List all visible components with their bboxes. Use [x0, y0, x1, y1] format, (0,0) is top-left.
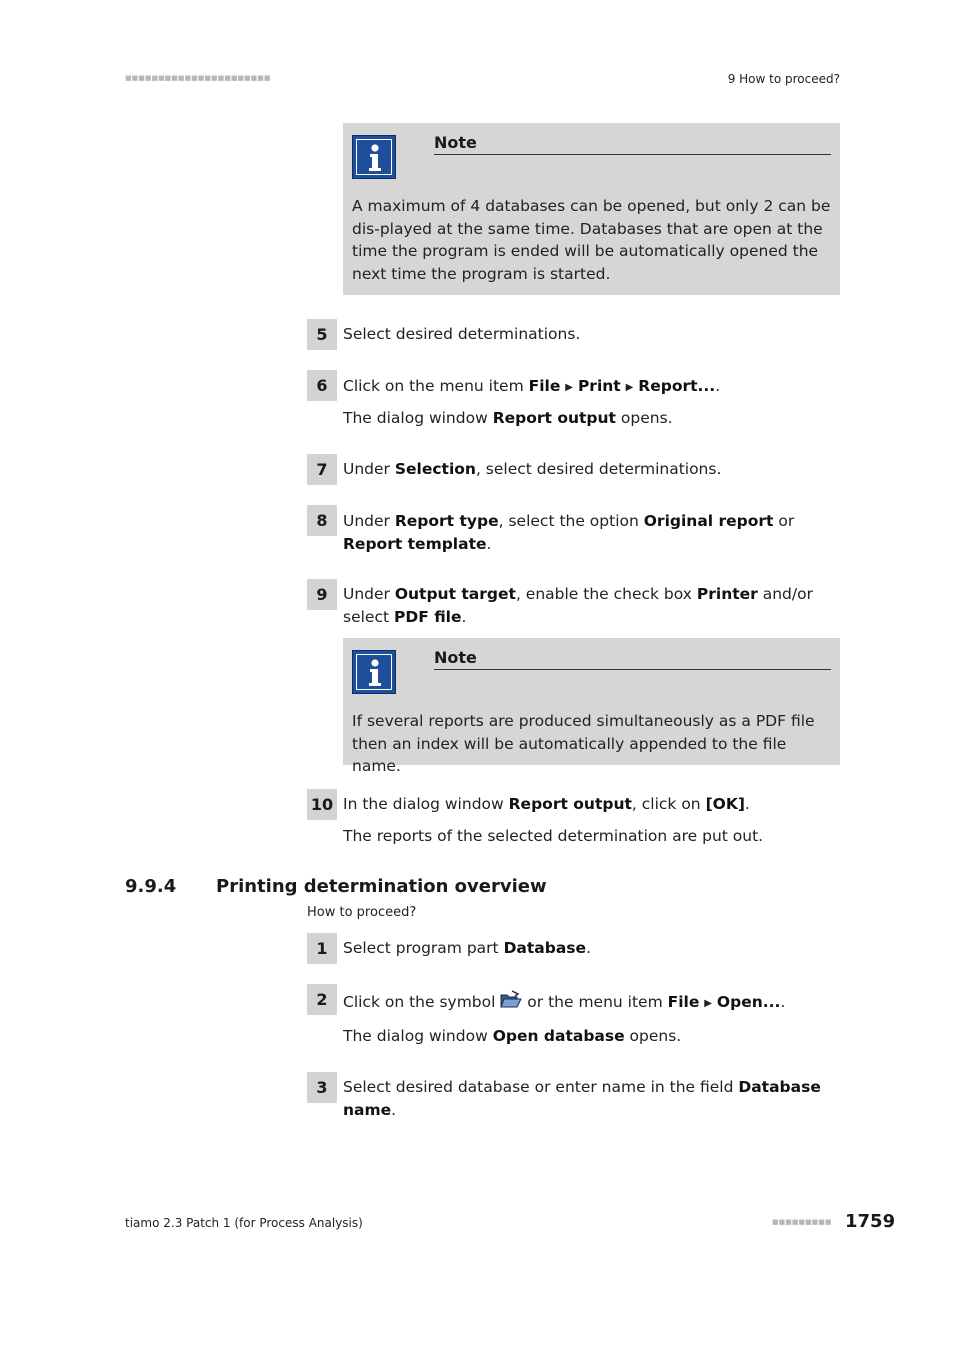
info-icon — [352, 135, 396, 179]
footer-product: tiamo 2.3 Patch 1 (for Process Analysis) — [125, 1216, 363, 1230]
step-number: 6 — [307, 370, 337, 401]
note-text: If several reports are produced simultaneously as a PDF file then an index will be automatically appended to the file name. — [352, 712, 815, 775]
footer-marks: ■■■■■■■■■ — [772, 1218, 832, 1226]
step-text: Under Report type, select the option Original report or Report template. — [343, 512, 795, 553]
step-text: In the dialog window Report output, click on [OK]. — [343, 795, 750, 813]
step-number: 3 — [307, 1072, 337, 1103]
running-header: 9 How to proceed? — [727, 72, 840, 86]
how-to-proceed-label: How to proceed? — [307, 905, 417, 920]
step-text: Select desired database or enter name in the field Database name. — [343, 1078, 821, 1119]
step-result: The reports of the selected determination are put out. — [343, 827, 764, 845]
open-folder-icon — [500, 990, 522, 1010]
step-text: Select desired determinations. — [343, 325, 581, 343]
step-number: 9 — [307, 579, 337, 610]
note-text: A maximum of 4 databases can be opened, but only 2 can be dis-played at the same time. Databases that are open at the time the program is ended will be automatically opened the next time the program is started. — [352, 197, 831, 283]
header-marks: ■■■■■■■■■■■■■■■■■■■■■■ — [125, 74, 271, 82]
step-text: Under Output target, enable the check box Printer and/or select PDF file. — [343, 585, 813, 626]
note-title: Note — [434, 133, 831, 155]
step-number: 8 — [307, 505, 337, 536]
step-number: 1 — [307, 933, 337, 964]
note-box — [343, 638, 840, 775]
step-result: The dialog window Open database opens. — [343, 1027, 682, 1045]
info-icon — [352, 650, 396, 694]
step-number: 7 — [307, 454, 337, 485]
note-title: Note — [434, 648, 831, 670]
step-text: Click on the menu item File ▶ Print ▶ Report.... — [343, 377, 721, 395]
step-number: 5 — [307, 319, 337, 350]
step-number: 10 — [307, 789, 337, 820]
page-number: 1759 — [845, 1211, 896, 1232]
section-title: Printing determination overview — [216, 876, 547, 897]
step-text: Under Selection, select desired determinations. — [343, 460, 722, 478]
step-text: Click on the symbol or the menu item File ▶ Open.... — [343, 990, 838, 1016]
step-text: Select program part Database. — [343, 939, 591, 957]
step-number: 2 — [307, 984, 337, 1015]
note-box — [343, 123, 840, 295]
section-number: 9.9.4 — [125, 876, 177, 897]
step-result: The dialog window Report output opens. — [343, 409, 673, 427]
